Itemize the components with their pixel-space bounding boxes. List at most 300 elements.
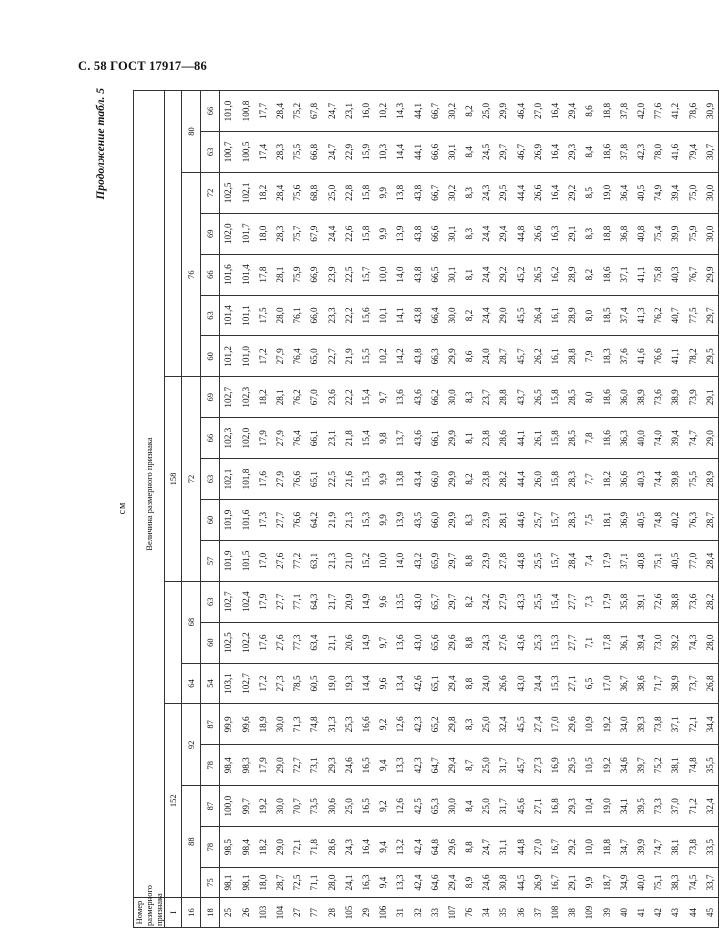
value-cell: 16,8 xyxy=(547,786,564,827)
value-cell: 17,0 xyxy=(254,540,271,581)
value-cell: 9,9 xyxy=(375,172,392,213)
column-header: 60 xyxy=(201,622,220,663)
value-cell: 30,1 xyxy=(443,131,460,172)
value-cell: 36,9 xyxy=(615,499,632,540)
value-cell: 42,0 xyxy=(633,91,650,132)
value-cell: 30,0 xyxy=(701,172,719,213)
value-cell: 25,7 xyxy=(529,499,546,540)
value-cell: 37,1 xyxy=(667,704,684,745)
value-cell: 10,0 xyxy=(581,827,598,868)
value-cell: 42,3 xyxy=(409,745,426,786)
value-cell: 19,0 xyxy=(598,786,615,827)
value-cell: 40,2 xyxy=(667,499,684,540)
value-cell: 15,5 xyxy=(358,336,375,377)
value-cell: 65,2 xyxy=(426,704,443,745)
value-cell: 29,2 xyxy=(564,172,581,213)
value-cell: 16,4 xyxy=(547,131,564,172)
value-cell: 22,7 xyxy=(323,336,340,377)
value-cell: 43,6 xyxy=(512,622,529,663)
value-cell: 65,7 xyxy=(426,581,443,622)
value-cell: 73,8 xyxy=(684,827,701,868)
value-cell: 67,0 xyxy=(306,377,323,418)
unit-label: см xyxy=(117,501,128,515)
value-cell: 34,9 xyxy=(615,868,632,898)
column-header: 54 xyxy=(201,663,220,704)
value-cell: 102,7 xyxy=(220,581,238,622)
value-cell: 29,1 xyxy=(701,377,719,418)
value-cell: 19,2 xyxy=(254,786,271,827)
value-cell: 28,3 xyxy=(272,213,289,254)
value-cell: 39,5 xyxy=(633,786,650,827)
value-cell: 24,3 xyxy=(478,172,495,213)
feature-number-cell: 76 xyxy=(461,898,478,928)
value-cell: 45,5 xyxy=(512,295,529,336)
value-cell: 16,6 xyxy=(358,704,375,745)
value-cell: 29,7 xyxy=(443,581,460,622)
subgroup-header: 68 xyxy=(182,581,201,663)
value-cell: 13,3 xyxy=(392,868,409,898)
table-row xyxy=(358,91,375,928)
value-cell: 40,5 xyxy=(633,172,650,213)
value-cell: 39,2 xyxy=(667,622,684,663)
value-cell: 77,5 xyxy=(684,295,701,336)
value-cell: 29,2 xyxy=(564,827,581,868)
value-cell: 28,0 xyxy=(272,295,289,336)
value-cell: 39,7 xyxy=(633,745,650,786)
value-cell: 27,9 xyxy=(495,581,512,622)
value-cell: 13,6 xyxy=(392,377,409,418)
value-cell: 8,8 xyxy=(461,663,478,704)
value-cell: 8,2 xyxy=(461,581,478,622)
value-cell: 43,0 xyxy=(409,581,426,622)
value-cell: 44,1 xyxy=(512,418,529,459)
value-cell: 29,3 xyxy=(564,786,581,827)
value-cell: 16,4 xyxy=(547,172,564,213)
value-cell: 24,1 xyxy=(340,868,357,898)
table-row xyxy=(598,91,615,928)
feature-number-cell: 106 xyxy=(375,898,392,928)
value-cell: 102,2 xyxy=(237,622,254,663)
value-cell: 9,7 xyxy=(375,377,392,418)
table-body xyxy=(220,91,719,928)
value-cell: 60,5 xyxy=(306,663,323,704)
feature-number-cell: 39 xyxy=(598,898,615,928)
value-cell: 29,9 xyxy=(443,459,460,500)
value-cell: 66,9 xyxy=(306,254,323,295)
value-cell: 27,0 xyxy=(529,91,546,132)
value-cell: 100,5 xyxy=(237,131,254,172)
value-cell: 65,1 xyxy=(306,459,323,500)
value-cell: 100,0 xyxy=(220,786,238,827)
value-cell: 16,3 xyxy=(547,213,564,254)
value-cell: 9,7 xyxy=(375,622,392,663)
value-cell: 28,7 xyxy=(701,499,719,540)
value-cell: 23,9 xyxy=(323,254,340,295)
value-cell: 43,8 xyxy=(409,172,426,213)
value-cell: 18,6 xyxy=(598,377,615,418)
value-cell: 44,6 xyxy=(512,499,529,540)
value-cell: 15,7 xyxy=(547,540,564,581)
value-cell: 79,4 xyxy=(684,131,701,172)
table-row xyxy=(529,91,546,928)
value-cell: 77,6 xyxy=(650,91,667,132)
value-cell: 25,3 xyxy=(529,622,546,663)
value-cell: 29,1 xyxy=(564,213,581,254)
feature-number-cell: 44 xyxy=(684,898,701,928)
value-cell: 76,4 xyxy=(289,418,306,459)
value-cell: 18,0 xyxy=(254,868,271,898)
value-cell: 8,3 xyxy=(581,213,598,254)
value-cell: 75,1 xyxy=(650,540,667,581)
value-cell: 98,3 xyxy=(237,745,254,786)
subgroup-header: 64 xyxy=(182,663,201,704)
value-cell: 13,8 xyxy=(392,459,409,500)
value-cell: 21,7 xyxy=(323,581,340,622)
value-cell: 31,3 xyxy=(323,704,340,745)
value-cell: 8,3 xyxy=(461,499,478,540)
value-cell: 18,2 xyxy=(598,459,615,500)
value-cell: 15,3 xyxy=(547,622,564,663)
value-cell: 40,0 xyxy=(633,418,650,459)
value-cell: 17,0 xyxy=(547,704,564,745)
value-cell: 27,4 xyxy=(529,704,546,745)
value-cell: 75,5 xyxy=(289,131,306,172)
value-cell: 101,8 xyxy=(237,459,254,500)
row-roman-label: 18 xyxy=(201,898,220,928)
value-cell: 74,4 xyxy=(650,459,667,500)
value-cell: 7,1 xyxy=(581,622,598,663)
value-cell: 101,5 xyxy=(237,540,254,581)
value-cell: 74,7 xyxy=(650,827,667,868)
value-cell: 23,9 xyxy=(478,499,495,540)
value-cell: 102,7 xyxy=(220,377,238,418)
value-cell: 30,1 xyxy=(443,254,460,295)
rotated-table-block xyxy=(95,88,715,928)
value-cell: 27,3 xyxy=(272,663,289,704)
value-cell: 77,1 xyxy=(289,581,306,622)
value-cell: 24,4 xyxy=(323,213,340,254)
column-header: 66 xyxy=(201,91,220,132)
value-cell: 18,8 xyxy=(598,213,615,254)
value-cell: 44,4 xyxy=(512,172,529,213)
value-cell: 8,1 xyxy=(461,418,478,459)
value-cell: 64,3 xyxy=(306,581,323,622)
value-cell: 6,5 xyxy=(581,663,598,704)
value-cell: 76,6 xyxy=(650,336,667,377)
value-cell: 22,5 xyxy=(340,254,357,295)
value-cell: 8,9 xyxy=(461,868,478,898)
value-cell: 16,7 xyxy=(547,868,564,898)
value-cell: 38,8 xyxy=(667,581,684,622)
value-cell: 71,8 xyxy=(306,827,323,868)
value-cell: 39,4 xyxy=(667,418,684,459)
value-cell: 17,0 xyxy=(598,663,615,704)
value-cell: 46,7 xyxy=(512,131,529,172)
value-cell: 70,7 xyxy=(289,786,306,827)
value-cell: 66,1 xyxy=(426,418,443,459)
value-cell: 18,2 xyxy=(254,377,271,418)
column-header: 66 xyxy=(201,418,220,459)
value-cell: 23,1 xyxy=(340,91,357,132)
value-cell: 72,5 xyxy=(289,868,306,898)
feature-number-cell: 35 xyxy=(495,898,512,928)
table-row xyxy=(237,91,254,928)
feature-number-cell: 37 xyxy=(529,898,546,928)
value-cell: 39,9 xyxy=(667,213,684,254)
value-cell: 63,4 xyxy=(306,622,323,663)
value-cell: 29,9 xyxy=(443,418,460,459)
value-cell: 15,4 xyxy=(358,418,375,459)
value-cell: 73,7 xyxy=(684,663,701,704)
value-cell: 26,6 xyxy=(529,213,546,254)
value-cell: 27,6 xyxy=(272,622,289,663)
value-cell: 30,2 xyxy=(443,91,460,132)
value-cell: 40,0 xyxy=(633,868,650,898)
value-cell: 45,5 xyxy=(512,704,529,745)
value-cell: 19,0 xyxy=(323,663,340,704)
value-cell: 17,5 xyxy=(254,295,271,336)
row-roman-label: I xyxy=(165,898,182,928)
value-cell: 29,4 xyxy=(443,868,460,898)
value-cell: 8,4 xyxy=(461,786,478,827)
table-row xyxy=(375,91,392,928)
feature-number-cell: 43 xyxy=(667,898,684,928)
value-cell: 18,6 xyxy=(598,254,615,295)
value-cell: 22,5 xyxy=(323,459,340,500)
value-cell: 21,0 xyxy=(340,540,357,581)
value-cell: 43,7 xyxy=(512,377,529,418)
value-cell: 101,9 xyxy=(220,540,238,581)
value-cell: 101,7 xyxy=(237,213,254,254)
feature-number-cell: 36 xyxy=(512,898,529,928)
value-cell: 14,0 xyxy=(392,540,409,581)
value-cell: 66,2 xyxy=(426,377,443,418)
value-cell: 37,6 xyxy=(615,336,632,377)
value-cell: 21,9 xyxy=(340,336,357,377)
value-cell: 102,1 xyxy=(220,459,238,500)
value-cell: 102,0 xyxy=(220,213,238,254)
value-cell: 27,9 xyxy=(272,459,289,500)
value-cell: 101,0 xyxy=(237,336,254,377)
value-cell: 102,0 xyxy=(237,418,254,459)
value-cell: 16,1 xyxy=(547,295,564,336)
value-cell: 28,8 xyxy=(495,377,512,418)
value-cell: 15,4 xyxy=(358,377,375,418)
value-cell: 15,4 xyxy=(547,581,564,622)
value-cell: 8,3 xyxy=(461,704,478,745)
value-cell: 28,4 xyxy=(272,91,289,132)
value-cell: 38,6 xyxy=(633,663,650,704)
value-cell: 75,6 xyxy=(289,172,306,213)
value-cell: 26,5 xyxy=(529,254,546,295)
value-cell: 42,3 xyxy=(633,131,650,172)
value-cell: 18,8 xyxy=(598,91,615,132)
value-cell: 66,8 xyxy=(306,131,323,172)
table-continuation-label: Продолжение табл. 5 xyxy=(95,88,107,200)
value-cell: 17,2 xyxy=(254,663,271,704)
table-row xyxy=(443,91,460,928)
value-cell: 36,8 xyxy=(615,213,632,254)
value-cell: 26,9 xyxy=(529,131,546,172)
value-cell: 65,1 xyxy=(426,663,443,704)
value-cell: 16,4 xyxy=(358,827,375,868)
feature-number-cell: 41 xyxy=(633,898,650,928)
value-cell: 34,1 xyxy=(615,786,632,827)
value-cell: 37,1 xyxy=(615,540,632,581)
value-cell: 28,8 xyxy=(564,336,581,377)
value-cell: 29,2 xyxy=(495,254,512,295)
value-cell: 45,2 xyxy=(512,254,529,295)
value-cell: 41,1 xyxy=(633,254,650,295)
value-cell: 63,1 xyxy=(306,540,323,581)
value-cell: 102,3 xyxy=(220,418,238,459)
feature-number-cell: 33 xyxy=(426,898,443,928)
page-header: С. 58 ГОСТ 17917—86 xyxy=(78,59,207,73)
value-cell: 18,2 xyxy=(254,827,271,868)
value-cell: 37,0 xyxy=(667,786,684,827)
value-cell: 100,7 xyxy=(220,131,238,172)
value-cell: 32,4 xyxy=(701,786,719,827)
value-cell: 25,0 xyxy=(323,172,340,213)
value-cell: 29,0 xyxy=(272,827,289,868)
value-cell: 8,1 xyxy=(461,254,478,295)
value-cell: 98,1 xyxy=(237,868,254,898)
column-header: 66 xyxy=(201,254,220,295)
value-cell: 10,5 xyxy=(581,745,598,786)
value-cell: 24,0 xyxy=(478,663,495,704)
value-cell: 29,3 xyxy=(323,745,340,786)
value-cell: 8,3 xyxy=(461,213,478,254)
value-cell: 23,7 xyxy=(478,377,495,418)
value-cell: 7,7 xyxy=(581,459,598,500)
value-cell: 16,7 xyxy=(547,827,564,868)
value-cell: 40,7 xyxy=(667,295,684,336)
value-cell: 27,7 xyxy=(564,622,581,663)
column-header: 87 xyxy=(201,786,220,827)
value-cell: 24,0 xyxy=(478,336,495,377)
value-cell: 43,8 xyxy=(409,213,426,254)
value-cell: 74,9 xyxy=(650,172,667,213)
column-header: 72 xyxy=(201,172,220,213)
feature-number-cell: 108 xyxy=(547,898,564,928)
value-cell: 15,3 xyxy=(358,499,375,540)
column-header: 69 xyxy=(201,377,220,418)
value-cell: 101,0 xyxy=(220,91,238,132)
value-cell: 66,3 xyxy=(426,336,443,377)
value-cell: 44,5 xyxy=(512,868,529,898)
value-cell: 77,0 xyxy=(684,540,701,581)
value-cell: 43,8 xyxy=(409,254,426,295)
value-cell: 66,7 xyxy=(426,172,443,213)
value-cell: 30,9 xyxy=(701,91,719,132)
value-cell: 16,5 xyxy=(358,745,375,786)
value-cell: 17,7 xyxy=(254,91,271,132)
value-cell: 43,6 xyxy=(409,418,426,459)
value-cell: 72,7 xyxy=(289,745,306,786)
table-row xyxy=(564,91,581,928)
feature-number-cell: 45 xyxy=(701,898,719,928)
value-cell: 15,2 xyxy=(358,540,375,581)
value-cell: 29,4 xyxy=(495,213,512,254)
value-cell: 46,4 xyxy=(512,91,529,132)
value-cell: 66,7 xyxy=(426,91,443,132)
value-cell: 45,6 xyxy=(512,786,529,827)
value-cell: 30,6 xyxy=(323,786,340,827)
value-cell: 12,6 xyxy=(392,704,409,745)
value-cell: 102,1 xyxy=(237,172,254,213)
value-cell: 14,3 xyxy=(392,91,409,132)
value-cell: 15,7 xyxy=(547,499,564,540)
value-cell: 43,0 xyxy=(512,663,529,704)
value-cell: 30,0 xyxy=(272,786,289,827)
value-cell: 10,3 xyxy=(375,131,392,172)
value-cell: 73,6 xyxy=(650,377,667,418)
value-cell: 28,5 xyxy=(564,418,581,459)
value-cell: 17,4 xyxy=(254,131,271,172)
value-cell: 29,8 xyxy=(443,704,460,745)
value-cell: 22,6 xyxy=(340,213,357,254)
value-cell: 98,5 xyxy=(220,827,238,868)
value-cell: 101,6 xyxy=(220,254,238,295)
table-row xyxy=(512,91,529,928)
feature-number-cell: 105 xyxy=(340,898,357,928)
value-cell: 101,6 xyxy=(237,499,254,540)
value-cell: 77,3 xyxy=(289,622,306,663)
value-cell: 23,8 xyxy=(478,459,495,500)
value-cell: 21,3 xyxy=(340,499,357,540)
value-cell: 40,5 xyxy=(633,499,650,540)
table-row xyxy=(633,91,650,928)
value-cell: 29,9 xyxy=(495,91,512,132)
value-cell: 44,1 xyxy=(409,91,426,132)
value-cell: 28,5 xyxy=(564,377,581,418)
value-cell: 18,6 xyxy=(598,418,615,459)
value-cell: 9,8 xyxy=(375,418,392,459)
value-cell: 33,7 xyxy=(701,868,719,898)
column-header: 57 xyxy=(201,540,220,581)
value-cell: 25,5 xyxy=(529,581,546,622)
value-cell: 42,5 xyxy=(409,786,426,827)
column-header: 63 xyxy=(201,459,220,500)
value-cell: 102,3 xyxy=(237,377,254,418)
table-row xyxy=(409,91,426,928)
value-cell: 28,1 xyxy=(272,377,289,418)
value-cell: 68,8 xyxy=(306,172,323,213)
value-cell: 21,8 xyxy=(340,418,357,459)
value-cell: 8,8 xyxy=(461,827,478,868)
value-cell: 101,4 xyxy=(220,295,238,336)
value-cell: 76,2 xyxy=(289,377,306,418)
value-cell: 13,9 xyxy=(392,499,409,540)
value-cell: 66,6 xyxy=(426,131,443,172)
value-cell: 35,8 xyxy=(615,581,632,622)
value-cell: 30,1 xyxy=(443,213,460,254)
value-cell: 73,0 xyxy=(650,622,667,663)
value-cell: 43,4 xyxy=(409,459,426,500)
value-cell: 99,9 xyxy=(220,704,238,745)
value-cell: 75,9 xyxy=(289,254,306,295)
value-cell: 26,0 xyxy=(529,459,546,500)
value-cell: 19,0 xyxy=(598,172,615,213)
column-header: 60 xyxy=(201,336,220,377)
value-cell: 101,2 xyxy=(220,336,238,377)
feature-number-cell: 109 xyxy=(581,898,598,928)
value-cell: 18,6 xyxy=(598,131,615,172)
value-cell: 10,9 xyxy=(581,704,598,745)
column-header: 60 xyxy=(201,499,220,540)
value-cell: 39,4 xyxy=(667,172,684,213)
table-row xyxy=(581,91,598,928)
